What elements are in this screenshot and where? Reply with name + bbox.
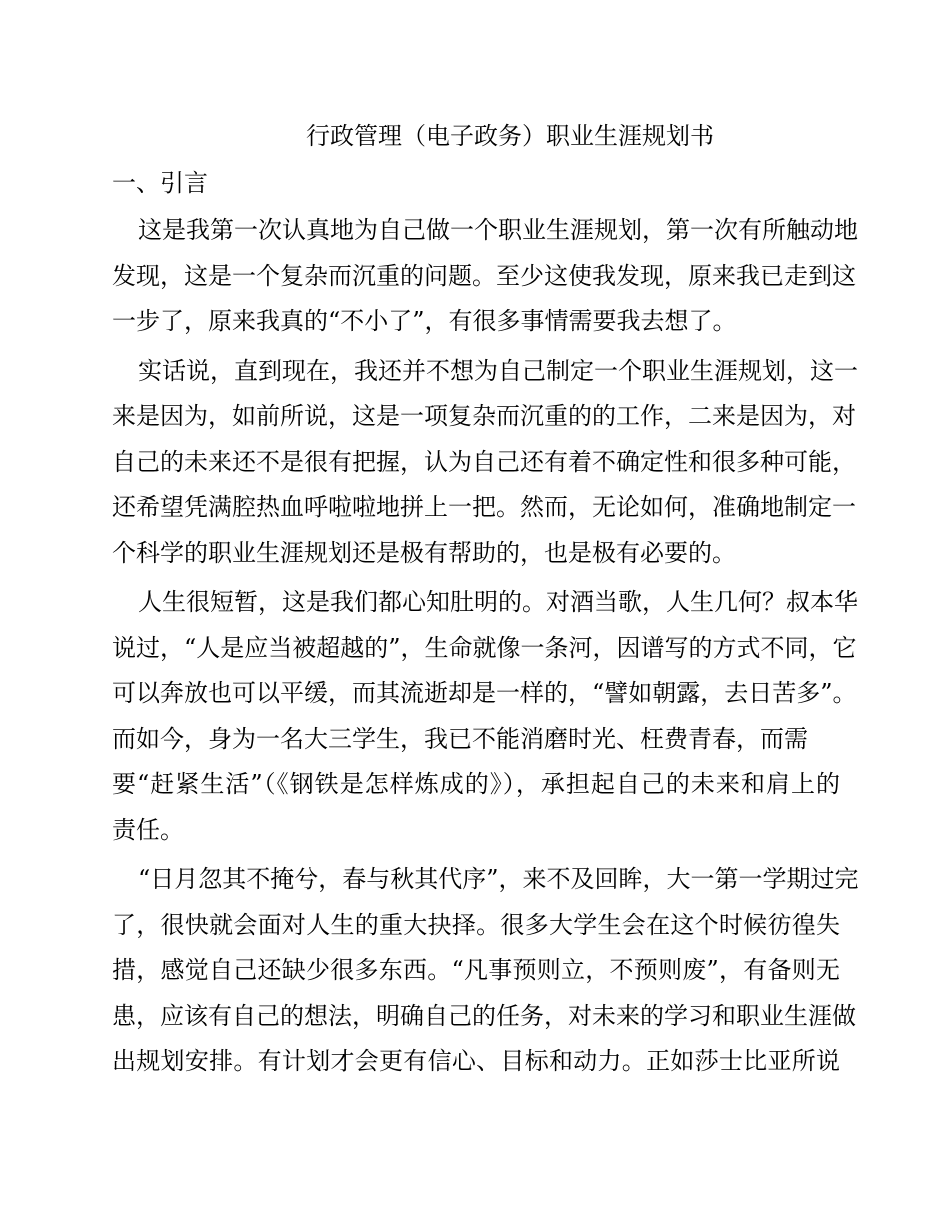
- text-line: 了，很快就会面对人生的重大抉择。很多大学生会在这个时候彷徨失: [112, 910, 840, 939]
- text-line: 个科学的职业生涯规划还是极有帮助的，也是极有必要的。: [112, 538, 736, 567]
- text-line: 还希望凭满腔热血呼啦啦地拼上一把。然而，无论如何，准确地制定一: [112, 493, 856, 521]
- text-line: 出规划安排。有计划才会更有信心、目标和动力。正如莎士比亚所说: [112, 1047, 840, 1075]
- section-heading: 一、引言: [112, 169, 208, 197]
- paragraph: [112, 349, 858, 577]
- text-line: 一步了，原来我真的“不小了”，有很多事情需要我去想了。: [112, 307, 737, 335]
- text-line: “日月忽其不掩兮，春与秋其代序”，来不及回眸，大一第一学期过完: [138, 865, 859, 893]
- text-line: 而如今，身为一名大三学生，我已不能消磨时光、枉费青春，而需: [112, 724, 808, 753]
- text-line: 可以奔放也可以平缓，而其流逝却是一样的，“譬如朝露，去日苦多”。: [112, 679, 857, 707]
- text-line: 实话说，直到现在，我还并不想为自己制定一个职业生涯规划，这一: [138, 356, 858, 385]
- text-line: 患，应该有自己的想法，明确自己的任务，对未来的学习和职业生涯做: [112, 1001, 856, 1030]
- text-line: 人生很短暂，这是我们都心知肚明的。对酒当歌，人生几何？叔本华: [138, 588, 858, 616]
- paragraph: [112, 208, 858, 345]
- paragraph: [112, 857, 859, 1085]
- document-body: [112, 208, 859, 1089]
- text-line: 自己的未来还不是很有把握，认为自己还有着不确定性和很多种可能，: [112, 447, 856, 476]
- text-line: 要“赶紧生活”（《钢铁是怎样炼成的》），承担起自己的未来和肩上的: [112, 770, 840, 798]
- text-line: 发现，这是一个复杂而沉重的问题。至少这使我发现，原来我已走到这: [112, 261, 856, 290]
- text-line: 来是因为，如前所说，这是一项复杂而沉重的的工作，二来是因为，对: [112, 402, 856, 430]
- text-line: 措，感觉自己还缺少很多东西。“凡事预则立，不预则废”，有备则无: [112, 956, 840, 984]
- paragraph: [112, 580, 858, 853]
- text-line: 这是我第一次认真地为自己做一个职业生涯规划，第一次有所触动地: [138, 216, 858, 244]
- text-line: 说过，“人是应当被超越的”，生命就像一条河，因谱写的方式不同，它: [112, 633, 857, 662]
- text-line: 责任。: [112, 815, 184, 844]
- document-title: 行政管理（电子政务）职业生涯规划书: [306, 122, 714, 150]
